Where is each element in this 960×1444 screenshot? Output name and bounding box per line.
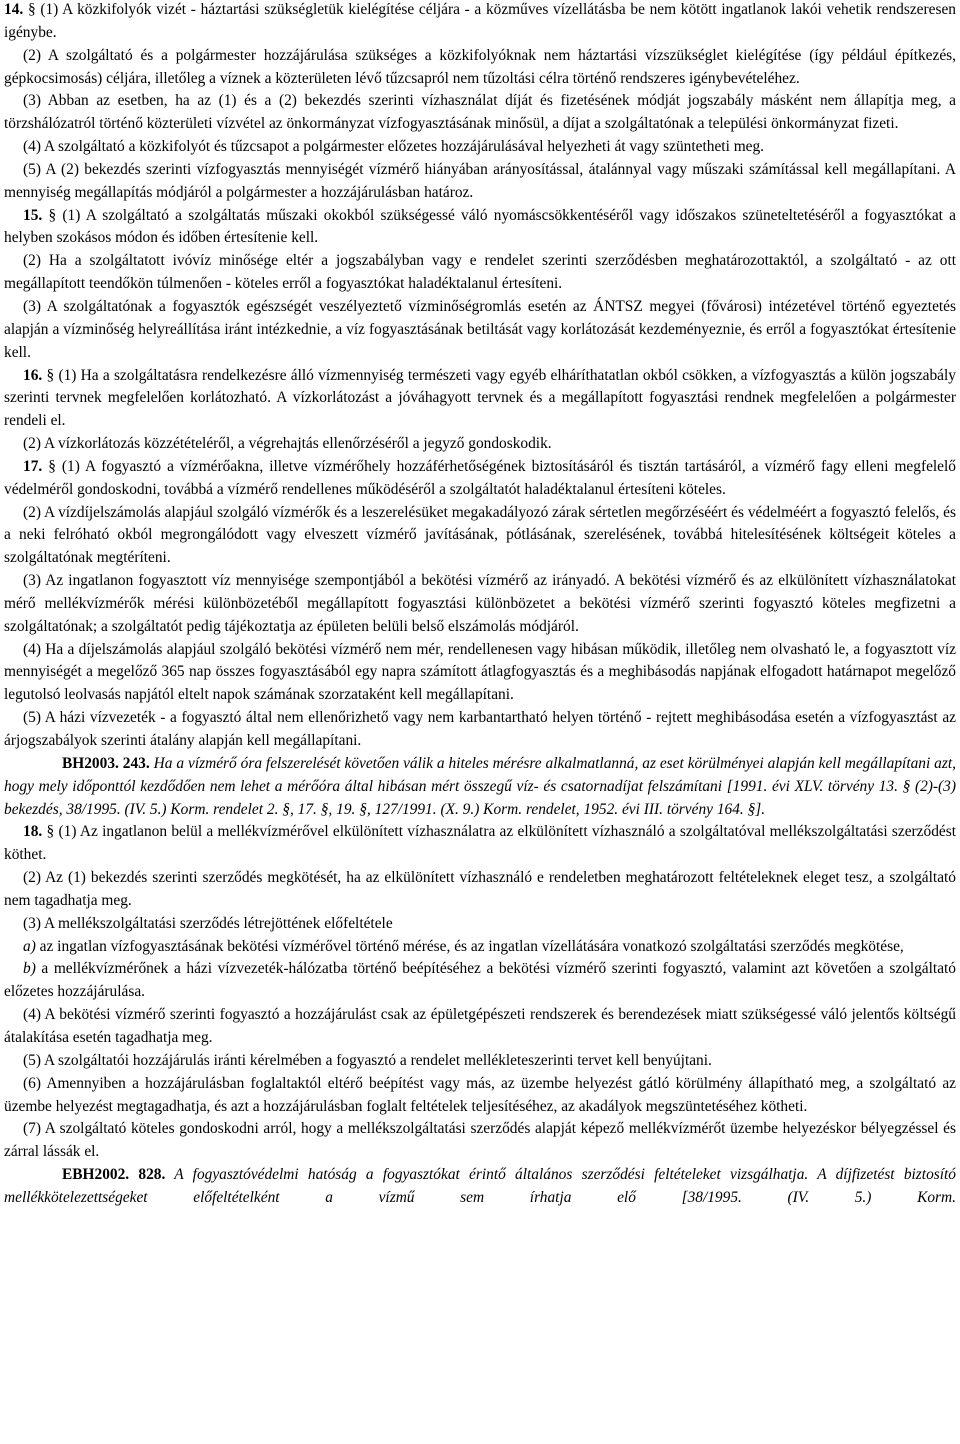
paragraph-text: (4) Ha a díjelszámolás alapjául szolgáló bekötési vízmérő nem mér, rendellenesen vagy hibásan működik, illetőleg nem olvasható le, a fogyasztott víz mennyiségét a megelőző 365 nap összes fogyasztásából egy napra számított átlagfogyasztás és a meghibásodás napjának elfogadott határnapot megelőző legutolsó leolvasás napjától eltelt napok számának szorzataként kell megállapítani. xyxy=(4,640,956,704)
paragraph-text: (5) A (2) bekezdés szerinti vízfogyasztás mennyiségét vízmérő hiányában arányosítással, átalánnyal vagy műszaki számítással kell megállapítani. A mennyiség megállapítás módjáról a polgármester a hozzájárulásban határoz. xyxy=(4,160,956,201)
paragraph-text: (2) A vízkorlátozás közzétételéről, a végrehajtás ellenőrzéséről a jegyző gondoskodik. xyxy=(23,435,552,453)
paragraph-text: (7) A szolgáltató köteles gondoskodni arról, hogy a mellékszolgáltatási szerződés alapját képező mellékvízmérőt üzembe helyezéskor bélyegzéssel és zárral lássák el. xyxy=(4,1120,956,1161)
paragraph-text: § (1) Az ingatlanon belül a mellékvízmérővel elkülönített vízhasználatra az elkülönített vízhasználó a szolgáltatóval mellékszolgáltatási szerződést köthet. xyxy=(4,823,956,864)
paragraph-text: (3) A mellékszolgáltatási szerződés létrejöttének előfeltétele xyxy=(23,914,393,932)
paragraph-text: az ingatlan vízfogyasztásának bekötési vízmérővel történő mérése, és az ingatlan vízellátására vonatkozó szolgáltatási szerződés megkötése, xyxy=(35,937,904,955)
paragraph xyxy=(4,1164,956,1210)
paragraph xyxy=(4,159,956,205)
paragraph-text: (2) A vízdíjelszámolás alapjául szolgáló vízmérők és a leszerelésüket megakadályozó zárak sértetlen megőrzéséért és védelméért a fogyasztó felelős, és a neki felróható okból megrongálódott vagy elveszett vízmérő javításának, pótlásának, szerelésének, továbbá hitelesítésének költségeit köteles a szolgáltatónak megtéríteni. xyxy=(4,503,956,567)
paragraph xyxy=(4,433,956,456)
paragraph-text: (2) Ha a szolgáltatott ivóvíz minősége eltér a jogszabályban vagy e rendelet szerinti szerződésben meghatározottaktól, a szolgáltató - az ott megállapított teendőkön túlmenően - köteles erről a fogyasztókat haladéktalanul értesíteni. xyxy=(4,252,956,293)
paragraph xyxy=(4,365,956,434)
document-page xyxy=(4,0,956,1210)
paragraph-text: § (1) Ha a szolgáltatásra rendelkezésre álló vízmennyiség természeti vagy egyéb elháríthatatlan okból csökken, a vízfogyasztás a külön jogszabály szerinti tervnek megfelelően korlátozható. A vízkorlátozást a jóváhagyott tervnek és a megállapított fogyasztási rendnek megfelelően a polgármester rendeli el. xyxy=(4,366,956,430)
paragraph xyxy=(4,0,956,45)
paragraph-text: (2) A szolgáltató és a polgármester hozzájárulása szükséges a közkifolyóknak nem háztartási vízszükséglet kielégítése (így például építkezés, gépkocsimosás) céljára, illetőleg a víznek a közterületen lévő tűzcsapról nem tűzoltási célra történő rendszeres igénybevételéhez. xyxy=(4,46,956,87)
paragraph-text: § (1) A fogyasztó a vízmérőakna, illetve vízmérőhely hozzáférhetőségének biztosításáról és tisztán tartásáról, a vízmérő fagy elleni megfelelő védelméről gondoskodni, továbbá a vízmérő rendellenes működéséről a szolgáltatót haladéktalanul értesíteni köteles. xyxy=(4,457,956,498)
paragraph xyxy=(4,639,956,708)
paragraph xyxy=(4,90,956,136)
paragraph xyxy=(4,936,956,959)
paragraph-text: § (1) A szolgáltató a szolgáltatás műszaki okokból szükségessé váló nyomáscsökkentéséről vagy időszakos szüneteltetéséről a fogyasztókat a helyben szokásos módon és időben értesítenie kell. xyxy=(4,206,956,247)
paragraph xyxy=(4,456,956,502)
case-summary: A fogyasztóvédelmi hatóság a fogyasztókat érintő általános szerződési feltételeket vizsgálhatja. A díjfizetést biztosító mellékkötelezettségeket előfeltételként a vízmű sem írhatja elő [38/1995. (IV. 5.) Korm. xyxy=(4,1166,957,1206)
paragraph xyxy=(4,913,956,936)
paragraph-text: § (1) A közkifolyók vizét - háztartási szükségletük kielégítése céljára - a közműves vízellátásba be nem kötött ingatlanok lakói vehetik rendszeresen igénybe. xyxy=(4,1,956,41)
paragraph xyxy=(4,821,956,867)
paragraph xyxy=(4,296,956,365)
section-number: 17. xyxy=(23,457,43,475)
paragraph xyxy=(4,1004,956,1050)
paragraph xyxy=(4,205,956,251)
paragraph-text: (4) A bekötési vízmérő szerinti fogyasztó a hozzájárulást csak az épületgépészeti rendszerek és berendezések miatt szükségessé váló jelentős költségű átalakítása esetén tagadhatja meg. xyxy=(4,1006,956,1046)
paragraph-text: (6) Amennyiben a hozzájárulásban foglaltaktól eltérő beépítést vagy más, az üzembe helyezést gátló körülmény állapítható meg, a szolgáltató az üzembe helyezést megtagadhatja, és azt a hozzájárulásban foglalt feltételek teljesítéséhez, az akadályok megszüntetéséhez kötheti. xyxy=(4,1074,956,1115)
paragraph xyxy=(4,753,956,822)
paragraph-text: (4) A szolgáltató a közkifolyót és tűzcsapot a polgármester előzetes hozzájárulásával helyezheti át vagy szüntetheti meg. xyxy=(23,138,765,156)
paragraph xyxy=(4,502,956,571)
case-reference: BH2003. 243. xyxy=(62,754,150,772)
paragraph xyxy=(4,958,956,1004)
paragraph xyxy=(4,250,956,296)
section-number: 18. xyxy=(23,823,43,841)
paragraph xyxy=(4,867,956,913)
case-summary: Ha a vízmérő óra felszerelését követően válik a hiteles mérésre alkalmatlanná, az eset körülményei alapján kell megállapítani azt, hogy mely időponttól kezdődően nem lehet a mérőóra által hibásan mért összegű víz- és csatornadíjat felszámítani [1991. évi XLV. törvény 13. § (2)-(3) bekezdés, 38/1995. (IV. 5.) Korm. rendelet 2. §, 17. §, 19. §, 127/1991. (X. 9.) Korm. rendelet, 1952. évi III. törvény 164. §]. xyxy=(4,754,956,818)
paragraph xyxy=(4,1118,956,1164)
paragraph xyxy=(4,570,956,639)
list-label: a) xyxy=(23,937,36,955)
paragraph-text: (2) Az (1) bekezdés szerinti szerződés megkötését, ha az elkülönített vízhasználó e rendeletben meghatározott feltételeknek eleget tesz, a szolgáltató nem tagadhatja meg. xyxy=(4,869,956,909)
section-number: 14. xyxy=(4,1,24,18)
paragraph-text: a mellékvízmérőnek a házi vízvezeték-hálózatba történő beépítéséhez a bekötési vízmérő szerinti fogyasztó, valamint azt követően a szolgáltató előzetes hozzájárulása. xyxy=(4,960,956,1001)
paragraph-text: (5) A szolgáltatói hozzájárulás iránti kérelmében a fogyasztó a rendelet mellékleteszerinti tervet kell benyújtani. xyxy=(23,1051,712,1069)
list-label: b) xyxy=(23,960,36,978)
case-reference: EBH2002. 828. xyxy=(62,1166,166,1184)
paragraph-text: (3) Az ingatlanon fogyasztott víz mennyisége szempontjából a bekötési vízmérő az irányadó. A bekötési vízmérő és az elkülönített vízhasználatokat mérő mellékvízmérők mérési különbözetéből megállapított fogyasztási különbözetet a bekötési vízmérő szerinti fogyasztó köteles megfizetni a szolgáltatónak; a szolgáltatót pedig tájékoztatja az épületen belüli belső elszámolás módjáról. xyxy=(4,572,956,635)
paragraph xyxy=(4,1050,956,1073)
paragraph xyxy=(4,45,956,91)
paragraph xyxy=(4,707,956,753)
paragraph-text: (3) A szolgáltatónak a fogyasztók egészségét veszélyeztető vízminőségromlás esetén az ÁNTSZ megyei (fővárosi) intézetével történő egyeztetés alapján a vízminőség helyreállítása iránt intézkednie, a víz fogyasztásának betiltását vagy korlátozását kezdeményeznie, és erről a fogyasztókat értesítenie kell. xyxy=(4,297,956,361)
section-number: 16. xyxy=(23,366,43,384)
paragraph-text: (3) Abban az esetben, ha az (1) és a (2) bekezdés szerinti vízhasználat díját és fizetésének módját jogszabály másként nem állapítja meg, a törzshálózatról történő közterületi vízvétel az önkormányzat vízfogyasztásának minősül, a díjat a szolgáltatónak a települési önkormányzat fizeti. xyxy=(4,92,956,133)
paragraph xyxy=(4,1073,956,1119)
section-number: 15. xyxy=(23,206,43,224)
paragraph-text: (5) A házi vízvezeték - a fogyasztó által nem ellenőrizhető vagy nem karbantartható helyen történő - rejtett meghibásodása esetén a vízfogyasztást az árjogszabályok szerinti átalány alapján kell megállapítani. xyxy=(4,709,956,749)
paragraph xyxy=(4,136,956,159)
